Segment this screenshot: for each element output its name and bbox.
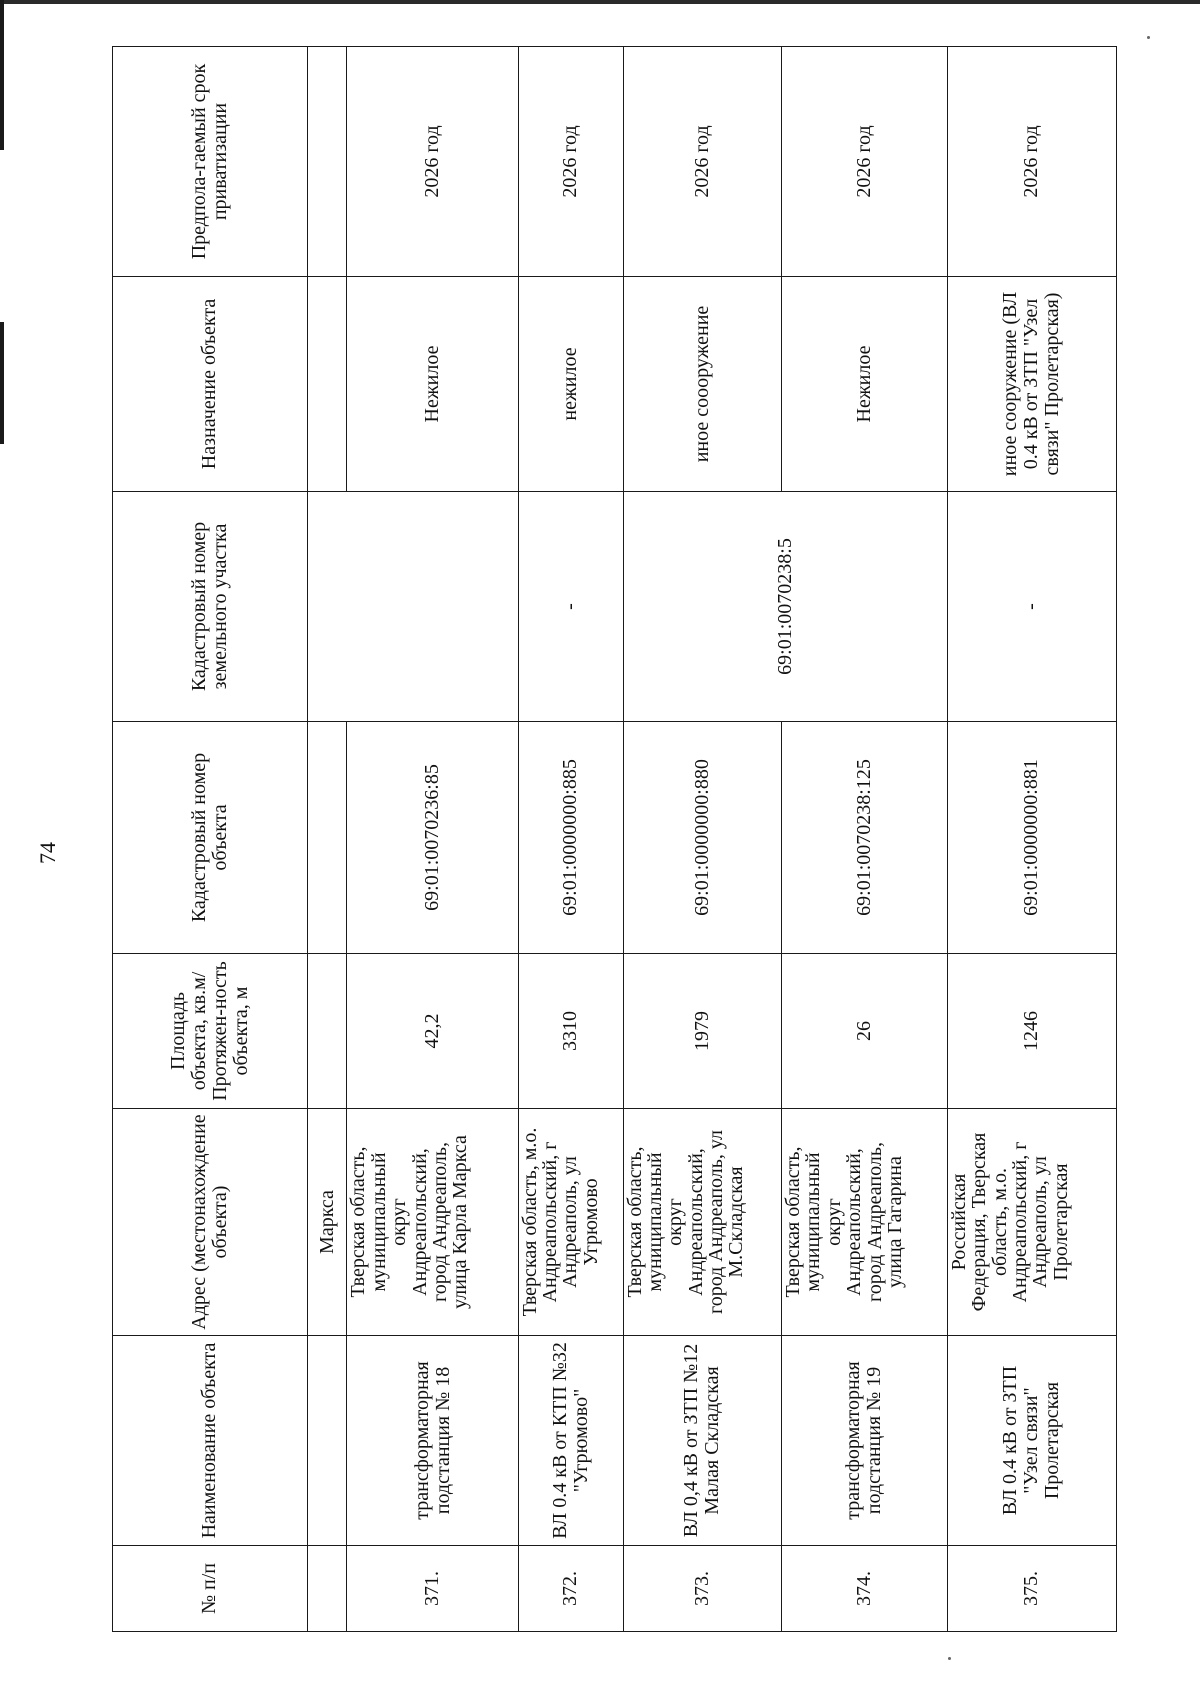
address-line: область, м.о. bbox=[988, 1168, 1011, 1276]
header-address: Адрес (местонахождение объекта) bbox=[113, 1109, 308, 1336]
header-num: № п/п bbox=[113, 1546, 308, 1632]
header-term: Предпола-гаемый срок приватизации bbox=[113, 47, 308, 277]
scan-edge-top bbox=[0, 0, 1200, 4]
table-cell bbox=[307, 47, 347, 277]
row-cadastral-land: - bbox=[947, 492, 1116, 722]
row-purpose: иное сооружение (ВЛ 0.4 кВ от ЗТП "Узел связи" Пролетарская) bbox=[947, 277, 1116, 492]
row-name: ВЛ 0.4 кВ от ЗТП "Узел связи" Пролетарская bbox=[947, 1336, 1116, 1546]
address-line: Андреапольский, г bbox=[539, 1141, 562, 1303]
header-purpose: Назначение объекта bbox=[113, 277, 308, 492]
header-cadastral-object: Кадастровый номер объекта bbox=[113, 722, 308, 954]
row-area: 1979 bbox=[623, 954, 781, 1109]
row-purpose: Нежилое bbox=[347, 277, 518, 492]
scan-speck bbox=[1147, 36, 1150, 39]
table-row bbox=[781, 47, 947, 1632]
address-line: улица Карла Маркса bbox=[449, 1135, 472, 1309]
address-line: город Андреаполь, ул bbox=[705, 1130, 728, 1315]
address-line: Пролетарская bbox=[1049, 1163, 1072, 1281]
scan-speck bbox=[948, 1657, 951, 1660]
header-area: Площадь объекта, кв.м/ Протяжен-ность объекта, м bbox=[113, 954, 308, 1109]
table-row bbox=[347, 47, 518, 1632]
address-line: Андреапольский, bbox=[684, 1148, 707, 1296]
table-cell bbox=[307, 492, 518, 722]
row-name: трансформаторная подстанция № 19 bbox=[781, 1336, 947, 1546]
row-name: ВЛ 0.4 кВ от КТП №32 "Угрюмово" bbox=[518, 1336, 623, 1546]
address-line: Тверская область, bbox=[623, 1146, 646, 1298]
row-area: 3310 bbox=[518, 954, 623, 1109]
address-line: Федерация, Тверская bbox=[968, 1132, 991, 1312]
row-cadastral-land: - bbox=[518, 492, 623, 722]
row-cadastral-object: 69:01:0070236:85 bbox=[347, 722, 518, 954]
table-row bbox=[518, 47, 623, 1632]
row-cadastral-object: 69:01:0000000:881 bbox=[947, 722, 1116, 954]
address-line: Тверская область, bbox=[347, 1146, 370, 1298]
row-address bbox=[518, 1109, 623, 1336]
row-address bbox=[947, 1109, 1116, 1336]
row-purpose: иное соооружение bbox=[623, 277, 781, 492]
address-line: Российская bbox=[947, 1173, 970, 1271]
address-line: Тверская область, м.о. bbox=[518, 1127, 541, 1317]
address-line: Андреапольский, г bbox=[1009, 1141, 1031, 1303]
scan-edge-left-lower bbox=[0, 322, 4, 444]
row-term: 2026 год bbox=[947, 47, 1116, 277]
row-cadastral-object: 69:01:0000000:880 bbox=[623, 722, 781, 954]
table-row bbox=[947, 47, 1116, 1632]
table-cell bbox=[307, 722, 347, 954]
address-line: Андреапольский, bbox=[408, 1148, 431, 1296]
rotated-table-container bbox=[112, 47, 1117, 1632]
row-cadastral-object: 69:01:0000000:885 bbox=[518, 722, 623, 954]
row-address bbox=[347, 1109, 518, 1336]
row-num: 375. bbox=[947, 1546, 1116, 1632]
row-cadastral-object: 69:01:0070238:125 bbox=[781, 722, 947, 954]
address-line: город Андреаполь, bbox=[428, 1142, 451, 1302]
address-line: округ bbox=[822, 1198, 845, 1246]
table-cell bbox=[307, 1336, 347, 1546]
table-cell bbox=[307, 277, 347, 492]
row-num: 374. bbox=[781, 1546, 947, 1632]
address-line: Андреапольский, bbox=[843, 1148, 866, 1296]
page-number: 74 bbox=[35, 842, 60, 864]
privatization-table bbox=[112, 46, 1117, 1632]
table-cell bbox=[307, 954, 347, 1109]
address-line: муниципальный bbox=[643, 1152, 666, 1292]
header-row bbox=[113, 47, 308, 1632]
header-cadastral-land: Кадастровый номер земельного участка bbox=[113, 492, 308, 722]
address-line: М.Складская bbox=[725, 1166, 748, 1278]
row-name: ВЛ 0,4 кВ от ЗТП №12 Малая Складская bbox=[623, 1336, 781, 1546]
continuation-row bbox=[307, 47, 347, 1632]
header-name: Наименование объекта bbox=[113, 1336, 308, 1546]
row-area: 42,2 bbox=[347, 954, 518, 1109]
continuation-address: Маркса bbox=[307, 1109, 347, 1336]
address-line: округ bbox=[664, 1198, 687, 1246]
address-line: улица Гагарина bbox=[883, 1156, 906, 1288]
address-line: муниципальный bbox=[802, 1152, 825, 1292]
table-row bbox=[623, 47, 781, 1632]
row-name: трансформаторная подстанция № 18 bbox=[347, 1336, 518, 1546]
address-line: Андреаполь, ул bbox=[1029, 1156, 1052, 1288]
row-area: 26 bbox=[781, 954, 947, 1109]
row-term: 2026 год bbox=[623, 47, 781, 277]
address-line: округ bbox=[388, 1198, 411, 1246]
row-term: 2026 год bbox=[347, 47, 518, 277]
row-num: 373. bbox=[623, 1546, 781, 1632]
row-address bbox=[623, 1109, 781, 1336]
table-cell bbox=[307, 1546, 347, 1632]
address-line: Тверская область, bbox=[781, 1146, 804, 1298]
row-purpose: Нежилое bbox=[781, 277, 947, 492]
row-term: 2026 год bbox=[518, 47, 623, 277]
row-address bbox=[781, 1109, 947, 1336]
row-num: 371. bbox=[347, 1546, 518, 1632]
row-area: 1246 bbox=[947, 954, 1116, 1109]
scan-edge-left bbox=[0, 0, 4, 150]
address-line: Угрюмово bbox=[579, 1178, 602, 1266]
row-cadastral-land-merged: 69:01:0070238:5 bbox=[623, 492, 947, 722]
address-line: Андреаполь, ул bbox=[559, 1156, 582, 1288]
row-term: 2026 год bbox=[781, 47, 947, 277]
address-line: муниципальный bbox=[367, 1152, 390, 1292]
row-purpose: нежилое bbox=[518, 277, 623, 492]
address-line: город Андреаполь, bbox=[863, 1142, 886, 1302]
row-num: 372. bbox=[518, 1546, 623, 1632]
